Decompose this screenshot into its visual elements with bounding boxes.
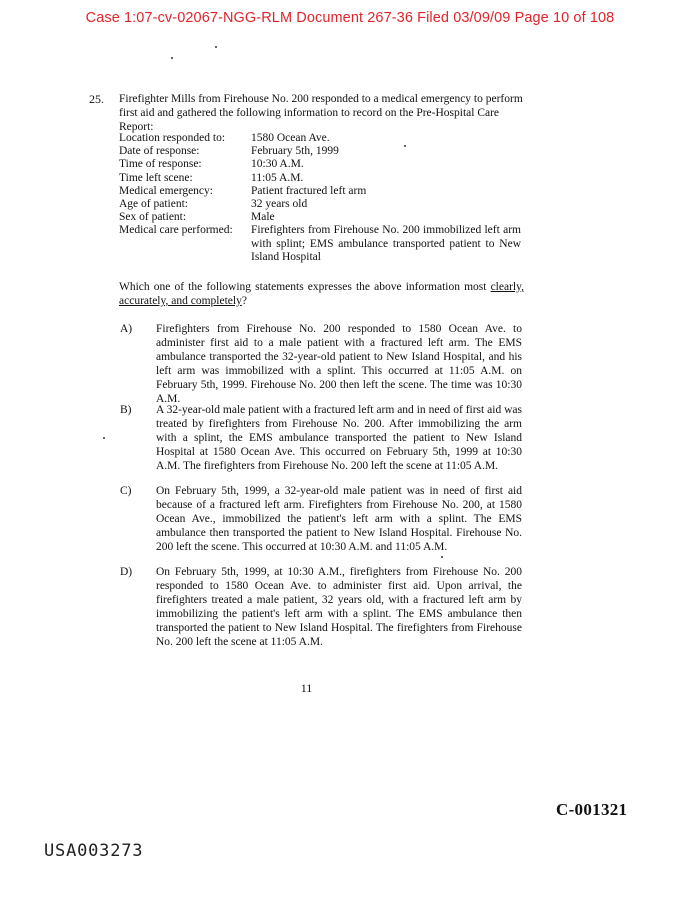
field-value: 1580 Ocean Ave. bbox=[251, 132, 330, 144]
field-label: Time left scene: bbox=[119, 171, 193, 184]
option-text: A 32-year-old male patient with a fractured left arm and in need of first aid was treated by firefighters from Firehouse No. 200. After immobilizing the arm with a splint, the EMS ambulance transported the patient to New Island Hospital at 1580 Ocean Ave. This occurred on February 5th, 1999 at 10:30 A.M. The firefighters from Firehouse No. 200 left the scene at 11:05 A.M. bbox=[156, 404, 522, 473]
option-text: Firefighters from Firehouse No. 200 responded to 1580 Ocean Ave. to administer first aid to a male patient with a fractured left arm. The EMS ambulance transported the 32-year-old patient to New Island Hospital, and his left arm was immobilized with a splint. This occurred at 11:05 A.M. on February 5th, 1999. Firehouse No. 200 then left the scene. The time was 10:30 A.M. bbox=[156, 323, 522, 406]
option-letter: A) bbox=[120, 323, 133, 335]
answer-option-a bbox=[120, 322, 525, 407]
field-row bbox=[119, 145, 529, 158]
answer-option-b bbox=[120, 403, 525, 473]
page-number: 11 bbox=[300, 681, 313, 695]
option-letter: B) bbox=[120, 404, 132, 416]
field-label: Medical emergency: bbox=[119, 184, 213, 197]
prompt-text: Which one of the following statements expresses the above information most bbox=[119, 281, 491, 293]
option-letter: D) bbox=[120, 566, 133, 578]
option-text: On February 5th, 1999, a 32-year-old male patient was in need of first aid because of a fractured left arm. Firefighters from Firehouse No. 200, at 1580 Ocean Ave., immobilized the patient's left arm with a splint. The EMS ambulance then transported the patient to New Island Hospital. Firehouse No. 200 left the scene. This occurred at 10:30 A.M. and 11:05 A.M. bbox=[156, 485, 522, 554]
field-row bbox=[119, 172, 529, 185]
prompt-emphasis: clearly, accurately, and completely bbox=[119, 281, 524, 307]
field-value: Firefighters from Firehouse No. 200 immobilized left arm with splint; EMS ambulance transported patient to New Island Hospital bbox=[251, 224, 521, 263]
report-fields bbox=[119, 132, 529, 264]
question-stem: Firefighter Mills from Firehouse No. 200 responded to a medical emergency to perform first aid and gathered the following information to record on the Pre-Hospital Care Report: bbox=[119, 93, 523, 133]
field-label: Date of response: bbox=[119, 145, 200, 158]
field-value: 32 years old bbox=[251, 198, 308, 211]
field-label: Location responded to: bbox=[119, 132, 226, 144]
field-row bbox=[119, 132, 529, 145]
field-row bbox=[119, 185, 529, 198]
case-header: Case 1:07-cv-02067-NGG-RLM Document 267-36 Filed 03/09/09 Page 10 of 108 bbox=[85, 10, 615, 26]
answer-option-c bbox=[120, 484, 525, 554]
field-value: 10:30 A.M. bbox=[251, 158, 304, 171]
field-row bbox=[119, 211, 529, 224]
question-prompt bbox=[119, 280, 524, 308]
answer-option-d bbox=[120, 565, 525, 650]
field-value: Patient fractured left arm bbox=[251, 184, 367, 197]
question-number: 25. bbox=[89, 92, 104, 106]
field-value: February 5th, 1999 bbox=[251, 145, 339, 158]
field-label: Age of patient: bbox=[119, 198, 188, 211]
field-label: Medical care performed: bbox=[119, 224, 233, 237]
scan-speck bbox=[404, 145, 406, 147]
field-row bbox=[119, 198, 529, 211]
field-label: Sex of patient: bbox=[119, 211, 187, 224]
field-value: Male bbox=[251, 211, 275, 224]
field-row bbox=[119, 224, 529, 264]
option-text: On February 5th, 1999, at 10:30 A.M., firefighters from Firehouse No. 200 responded to 1580 Ocean Ave. to administer first aid. Upon arrival, the firefighters treated a male patient, 32 years old, with a fractured left arm by immobilizing the patient's left arm with a splint. The EMS ambulance then transported the patient to New Island Hospital. The firefighters from Firehouse No. 200 left the scene at 11:05 A.M. bbox=[156, 566, 522, 649]
scan-speck bbox=[103, 437, 105, 439]
prompt-end: ? bbox=[241, 295, 247, 307]
option-letter: C) bbox=[120, 485, 132, 497]
field-label: Time of response: bbox=[119, 158, 202, 171]
scan-speck bbox=[441, 556, 443, 558]
field-value: 11:05 A.M. bbox=[251, 171, 304, 184]
bates-number: C-001321 bbox=[556, 800, 628, 819]
scan-speck bbox=[171, 57, 173, 59]
field-row bbox=[119, 158, 529, 171]
usa-document-number: USA003273 bbox=[44, 841, 144, 861]
scan-speck bbox=[215, 46, 217, 48]
